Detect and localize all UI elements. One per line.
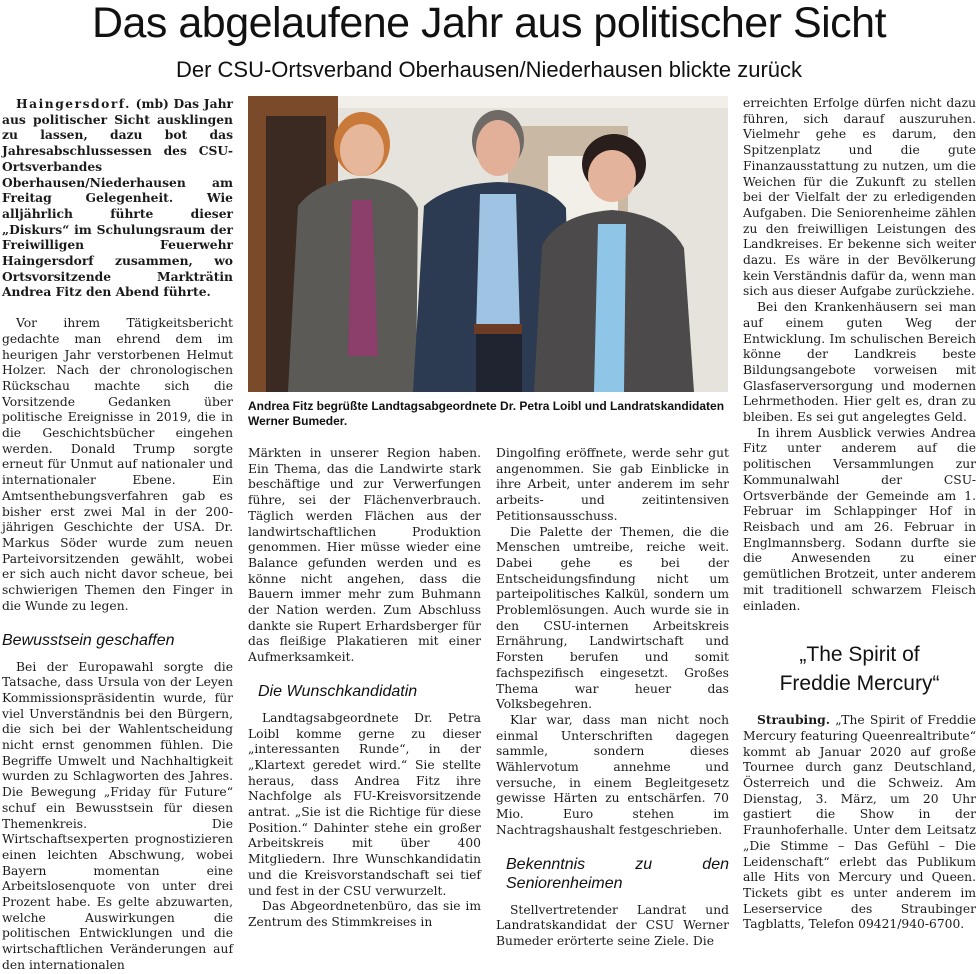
col3-paragraph-4: Stellvertretender Landrat und Landratskandidat der CSU Werner Bumeder erörterte seine Ziele. Die [496, 902, 729, 948]
col3-paragraph-2: Die Palette der Themen, die die Menschen umtreibe, reiche weit. Dabei gehe es bei der Entscheidungsfindung nicht um parteipolitisches Kalkül, sondern um Problemlösungen. Auch wurde sie in den CSU-internen Arbeitskreis Ernährung, Landwirtschaft und Forsten berufen und somit fachspezifisch eingesetzt. Großes Thema war heuer das Volksbegehren. [496, 524, 729, 712]
column-3 [496, 446, 729, 948]
article-photo [248, 96, 728, 392]
sidebar-title-line-1: „The Spirit of [799, 643, 920, 667]
col4-paragraph-1: erreichten Erfolge dürfen nicht dazu führen, sich darauf auszuruhen. Vielmehr gehe es darum, den Spitzenplatz und die gute Finanzausstattung zu nutzen, um die Weichen für die Zukunft zu stellen bei der Vielfalt der zu erledigenden Aufgaben. Die Seniorenheime zählen zu den freiwilligen Leistungen des Landkreises. Er bekenne sich weiter dazu. Es wäre in der Bevölkerung kein Verständnis dafür da, wenn man sich aus dieser Aufgabe zurückziehe. [743, 96, 976, 299]
heading-bewusstsein: Bewusstsein geschaffen [2, 631, 175, 649]
sidebar-paragraph [743, 712, 976, 933]
col4-paragraph-3: In ihrem Ausblick verwies Andrea Fitz unter anderem auf die politischen Versammlungen zur Kommunalwahl der CSU-Ortsverbände der Gemeinde am 1. Februar im Schlappinger Hof in Reisbach und am 26. Februar in Englmannsberg. Sodann durfte sie die Anwesenden zu einer gemütlichen Brotzeit, unter anderem mit traditionell schwarzem Fleisch einladen. [743, 425, 976, 613]
col4-paragraph-2: Bei den Krankenhäusern sei man auf einem guten Weg der Entwicklung. Im schulischen Bereich könne der Landkreis beste Bildungsangebote vorweisen mit Glasfaserversorgung und modernen Lehrmethoden. Hier gelt es, dran zu bleiben. Es sei gut angelegtes Geld. [743, 300, 976, 425]
col2-paragraph-3: Das Abgeordnetenbüro, das sie im Zentrum des Stimmkreises in [248, 899, 481, 929]
col3-paragraph-3: Klar war, dass man nicht noch einmal Unterschriften dagegen sammle, sondern dieses Wählervotum annehme und versuche, in einem Begleitgesetz gewisse Härten zu entschärfen. 70 Mio. Euro stehen im Nachtragshaushalt festgeschrieben. [496, 712, 729, 837]
lead-text: (mb) Das Jahr aus politischer Sicht ausklingen zu lassen, dazu bot das Jahresabschlussessen des CSU-Ortsverbandes Oberhausen/Niederhausen am Freitag Gelegenheit. Wie alljährlich führte dieser „Diskurs“ im Schulungsraum der Freiwilligen Feuerwehr Haingersdorf zusammen, wo Ortsvorsitzende Markträtin Andrea Fitz den Abend führte. [2, 96, 233, 300]
sidebar-text: „The Spirit of Freddie Mercury featuring Queenrealtribute“ kommt ab Januar 2020 auf große Tournee durch ganz Deutschland, Österreich und die Schweiz. Am Dienstag, 3. März, um 20 Uhr gastiert die Show in der Fraunhoferhalle. Unter dem Leitsatz „Die Stimme – Das Gefühl – Die Leidenschaft“ erlebt das Publikum alle Hits von Mercury und Queen. Tickets gibt es unter anderem im Leserservice des Straubinger Tagblatts, Telefon 09421/940-6700. [743, 713, 976, 932]
article-headline: Das abgelaufene Jahr aus politischer Sicht [91, 0, 887, 47]
column-4 [743, 96, 976, 942]
heading-seniorenheime: Bekenntnis zu den Seniorenheimen [506, 855, 729, 892]
col3-paragraph-1: Dingolfing eröffnete, werde sehr gut angenommen. Sie gab Einblicke in ihre Arbeit, unter anderem im sehr arbeits- und zeitintensiven Petitionsausschuss. [496, 446, 729, 523]
lead-paragraph [2, 96, 233, 300]
photo-caption: Andrea Fitz begrüßte Landtagsabgeordnete Dr. Petra Loibl und Landratskandidaten Werner Bumeder. [248, 399, 725, 428]
sidebar-title [743, 640, 976, 698]
col1-paragraph-2: Bei der Europawahl sorgte die Tatsache, dass Ursula von der Leyen Kommissionspräsidentin wurde, für viel Unverständnis bei den Bürgern, die sich bei der Wahlentscheidung nicht ernst genommen fühlen. Die Begriffe Umwelt und Nachhaltigkeit wurden zu Schlagworten des Jahres. Die Bewegung „Friday für Future“ schuf ein Bewusstsein für diesen Themenkreis. Die Wirtschaftsexperten prognostizieren einen leichten Abschwung, wobei Bayern momentan eine Arbeitslosenquote von unter drei Prozent habe. Es gelte abzuwarten, welche Auswirkungen die politischen Entwicklungen und die wirtschaftlichen Veränderungen auf den internationalen [2, 659, 233, 972]
col2-paragraph-2: Landtagsabgeordnete Dr. Petra Loibl komme gerne zu dieser „interessanten Runde“, in der „Klartext geredet wird.“ Sie stellte heraus, dass Andrea Fitz ihre Nachfolge als FU-Kreisvorsitzende antrat. „Sie ist die Richtige für diese Position.“ Dahinter stehe ein großer Arbeitskreis mit über 400 Mitgliedern. Ihre Wunschkandidatin und die Kreisvorstandschaft sei tief und fest in der CSU verwurzelt. [248, 710, 481, 898]
col2-paragraph-1: Märkten in unserer Region haben. Ein Thema, das die Landwirte stark beschäftige und zur Verwerfungen führe, sei der Flächenverbrauch. Täglich werden Flächen aus der landwirtschaftlichen Produktion genommen. Hier müsse wieder eine Balance gefunden werden und es könne nicht angehen, dass die Bauern immer mehr zum Buhmann der Nation werden. Zum Abschluss dankte sie Rupert Erhardsberger für das fleißige Plakatieren mit einer Aufmerksamkeit. [248, 446, 481, 665]
column-1 [2, 96, 233, 972]
col1-paragraph-1: Vor ihrem Tätigkeitsbericht gedachte man ehrend dem im heurigen Jahr verstorbenen Helmut Holzer. Nach der chronologischen Rückschau machte sich die Vorsitzende Gedanken über politische Ereignisse in 2019, die in die Geschichtsbücher eingehen werden. Donald Trump sorgte erneut für Unmut auf nationaler und internationaler Ebene. Ein Amtsenthebungsverfahren gab es bisher erst zwei Mal in der 200-jährigen Geschichte der USA. Dr. Markus Söder wurde zum neuen Parteivorsitzenden gewählt, wobei er sich auch nicht davor scheue, bei schwierigen Themen den Finger in die Wunde zu legen. [2, 316, 233, 613]
sidebar-title-line-2: Freddie Mercury“ [779, 672, 940, 696]
heading-wunschkandidatin: Die Wunschkandidatin [258, 682, 418, 700]
column-2 [248, 446, 481, 942]
sidebar-dateline: Straubing. [757, 712, 831, 728]
photo-illustration [248, 96, 728, 392]
article-subheadline: Der CSU-Ortsverband Oberhausen/Niederhausen blickte zurück [175, 57, 803, 82]
lead-dateline: Haingersdorf. [16, 96, 131, 111]
